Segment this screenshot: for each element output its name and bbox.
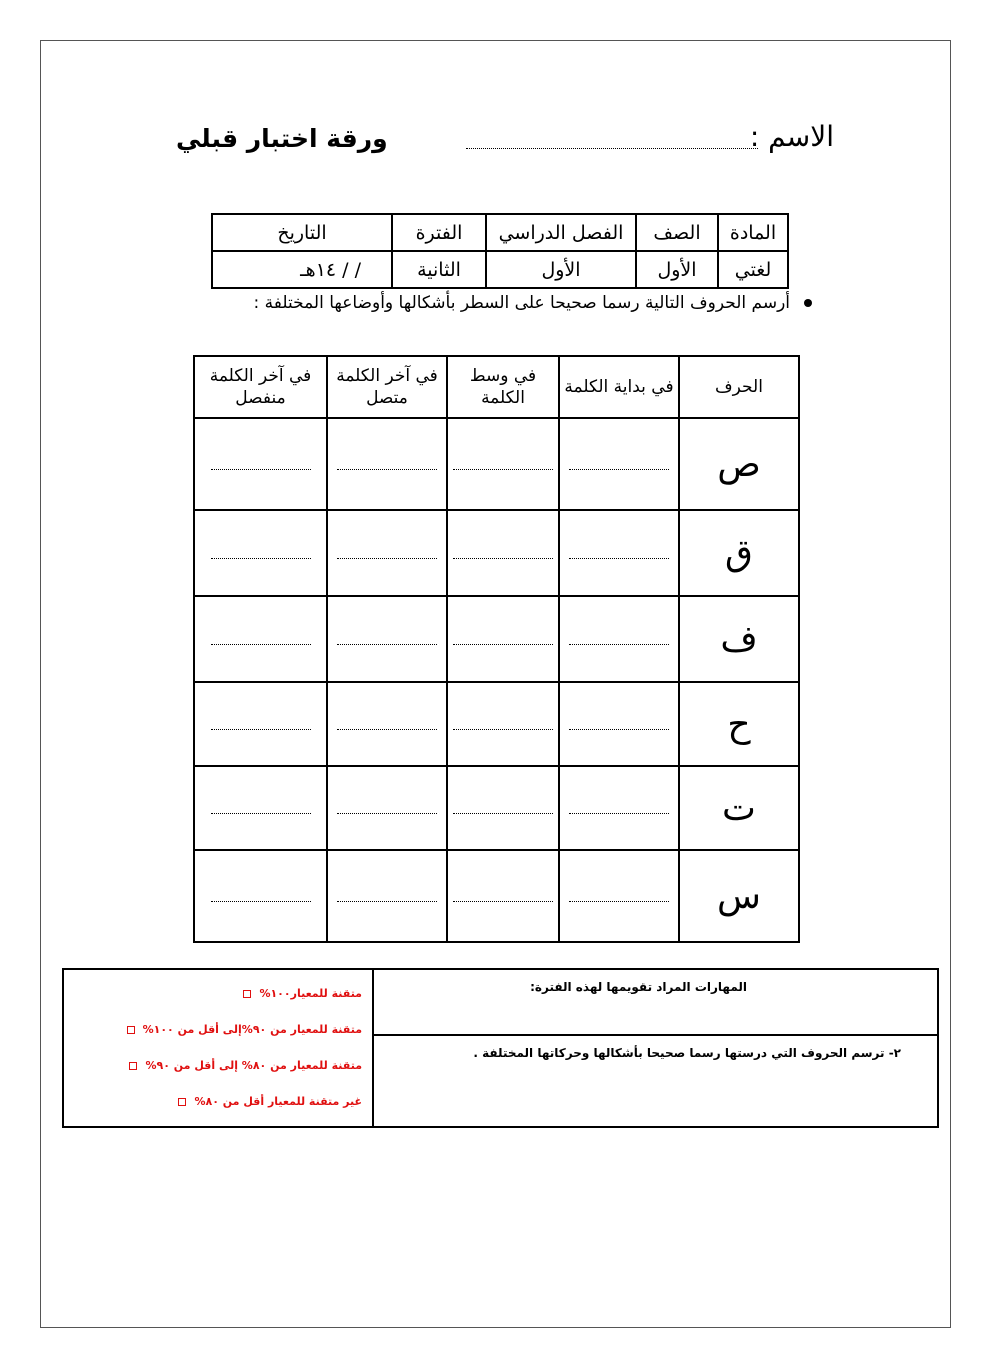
criterion-4[interactable]: غير متقنة للمعيار أقل من ٨٠% xyxy=(74,1084,362,1120)
answer-cell[interactable] xyxy=(559,766,679,850)
answer-cell[interactable] xyxy=(327,418,447,510)
col-header-start: في بداية الكلمة xyxy=(559,356,679,418)
table-row xyxy=(194,766,799,850)
info-value-subject: لغتي xyxy=(718,251,788,288)
page-title: ورقة اختبار قبلي xyxy=(176,124,388,153)
answer-cell[interactable] xyxy=(559,510,679,596)
col-header-end-separate: في آخر الكلمة منفصل xyxy=(194,356,327,418)
info-value-period: الثانية xyxy=(392,251,486,288)
checkbox-icon[interactable] xyxy=(178,1098,186,1106)
criteria-cell xyxy=(63,969,373,1127)
col-header-end-connected: في آخر الكلمة متصل xyxy=(327,356,447,418)
answer-cell[interactable] xyxy=(194,850,327,942)
answer-cell[interactable] xyxy=(194,418,327,510)
info-header-subject: المادة xyxy=(718,214,788,251)
answer-cell[interactable] xyxy=(447,510,559,596)
answer-cell[interactable] xyxy=(194,766,327,850)
info-header-period: الفترة xyxy=(392,214,486,251)
table-row xyxy=(194,510,799,596)
letters-table xyxy=(193,355,800,943)
skills-table xyxy=(62,968,939,1128)
col-header-middle: في وسط الكلمة xyxy=(447,356,559,418)
col-header-letter: الحرف xyxy=(679,356,799,418)
answer-cell[interactable] xyxy=(447,850,559,942)
name-label: الاسم : xyxy=(749,120,834,153)
answer-cell[interactable] xyxy=(194,510,327,596)
answer-cell[interactable] xyxy=(327,766,447,850)
instruction-text: أرسم الحروف التالية رسما صحيحا على السطر بأشكالها وأوضاعها المختلفة : xyxy=(253,293,790,313)
info-header-grade: الصف xyxy=(636,214,718,251)
info-value-semester: الأول xyxy=(486,251,636,288)
answer-cell[interactable] xyxy=(194,596,327,682)
checkbox-icon[interactable] xyxy=(243,990,251,998)
answer-cell[interactable] xyxy=(194,682,327,766)
instruction xyxy=(254,293,812,313)
answer-cell[interactable] xyxy=(447,682,559,766)
answer-cell[interactable] xyxy=(447,418,559,510)
bullet-icon xyxy=(804,299,812,307)
letter-cell: ت xyxy=(679,766,799,850)
skill-item: ٢- ترسم الحروف التي درستها رسما صحيحا بأشكالها وحركاتها المختلفة . xyxy=(373,1035,938,1127)
answer-cell[interactable] xyxy=(327,850,447,942)
letter-cell: س xyxy=(679,850,799,942)
criterion-3[interactable]: متقنة للمعيار من ٨٠% إلى أقل من ٩٠% xyxy=(74,1048,362,1084)
criterion-1[interactable]: متقنة للمعيار١٠٠% xyxy=(74,976,362,1012)
answer-cell[interactable] xyxy=(327,510,447,596)
info-header-semester: الفصل الدراسي xyxy=(486,214,636,251)
answer-cell[interactable] xyxy=(327,596,447,682)
answer-cell[interactable] xyxy=(447,766,559,850)
info-value-grade: الأول xyxy=(636,251,718,288)
info-value-date[interactable]: / / ١٤هـ xyxy=(212,251,392,288)
table-row xyxy=(194,850,799,942)
table-row xyxy=(194,682,799,766)
info-header-date: التاريخ xyxy=(212,214,392,251)
answer-cell[interactable] xyxy=(327,682,447,766)
criterion-2[interactable]: متقنة للمعيار من ٩٠%إلى أقل من ١٠٠% xyxy=(74,1012,362,1048)
letter-cell: ص xyxy=(679,418,799,510)
table-row xyxy=(194,418,799,510)
name-field[interactable] xyxy=(466,148,758,149)
answer-cell[interactable] xyxy=(559,596,679,682)
letter-cell: ق xyxy=(679,510,799,596)
letter-cell: ح xyxy=(679,682,799,766)
answer-cell[interactable] xyxy=(559,418,679,510)
checkbox-icon[interactable] xyxy=(127,1026,135,1034)
table-row xyxy=(194,596,799,682)
letter-cell: ف xyxy=(679,596,799,682)
checkbox-icon[interactable] xyxy=(129,1062,137,1070)
answer-cell[interactable] xyxy=(559,682,679,766)
skills-heading: المهارات المراد تقويمها لهذه الفترة: xyxy=(373,969,938,1035)
info-table xyxy=(211,213,789,289)
answer-cell[interactable] xyxy=(447,596,559,682)
answer-cell[interactable] xyxy=(559,850,679,942)
